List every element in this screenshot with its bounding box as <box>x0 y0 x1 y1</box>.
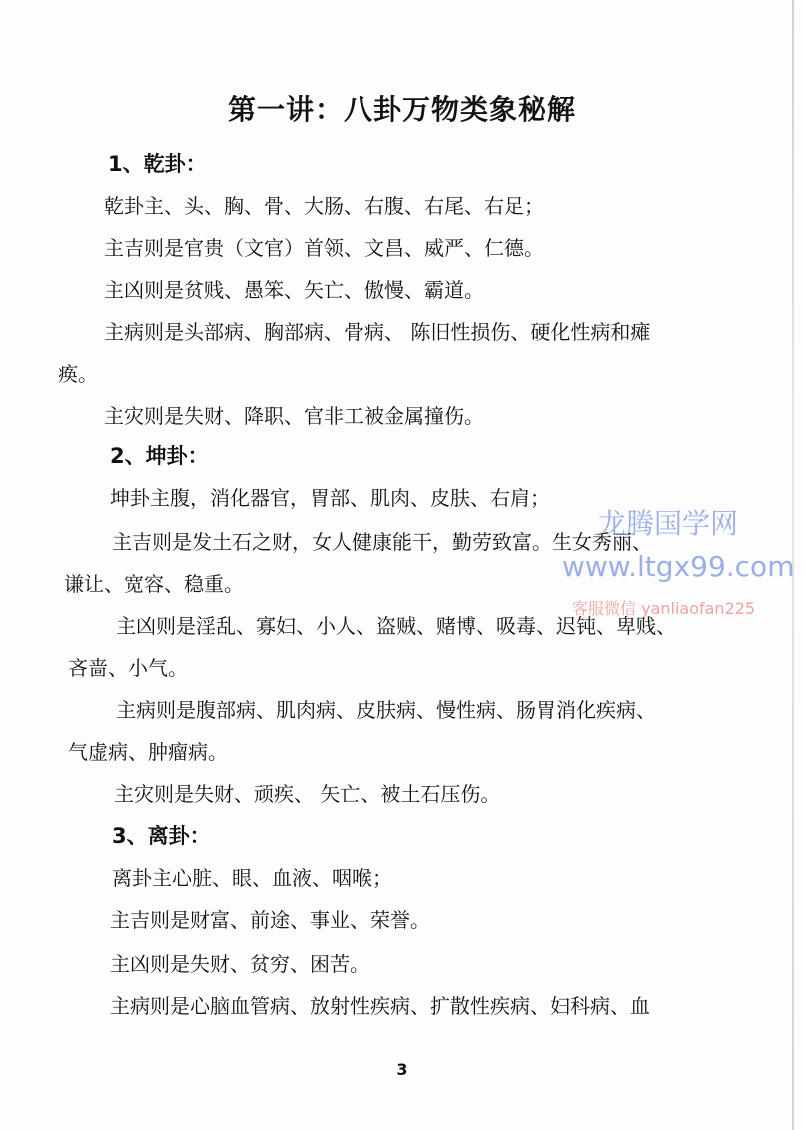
paragraph-line: 坤卦主腹，消化器官，胃部、肌肉、皮肤、右肩； <box>110 486 550 510</box>
watermark-contact: 客服微信 yanliaofan225 <box>572 599 756 618</box>
paragraph-line: 吝啬、小气。 <box>68 656 188 680</box>
paragraph-line: 主吉则是财富、前途、事业、荣誉。 <box>110 908 430 932</box>
paragraph-line: 主吉则是发土石之财，女人健康能干，勤劳致富。生女秀丽、 <box>112 530 652 554</box>
paragraph-line: 离卦主心脏、眼、血液、咽喉； <box>112 866 392 890</box>
watermark-site-name: 龙腾国学网 <box>598 507 739 540</box>
paragraph-line: 谦让、宽容、稳重。 <box>64 572 244 596</box>
watermark-url: www.ltgx99.com <box>562 550 795 583</box>
page-number: 3 <box>396 1060 408 1079</box>
section-heading-li: 3、离卦： <box>112 824 211 848</box>
paragraph-line: 主灾则是失财、顽疾、 矢亡、被土石压伤。 <box>114 782 501 806</box>
page-title: 第一讲：八卦万物类象秘解 <box>227 93 576 126</box>
section-heading-kun: 2、坤卦： <box>110 444 209 468</box>
paragraph-line: 主凶则是淫乱、寡妇、小人、盗贼、赌博、吸毒、迟钝、卑贱、 <box>116 614 676 638</box>
section-heading-qian: 1、乾卦： <box>108 152 207 176</box>
paragraph-line: 主病则是心脑血管病、放射性疾病、扩散性疾病、妇科病、血 <box>110 994 650 1018</box>
paragraph-line: 主凶则是贫贱、愚笨、矢亡、傲慢、霸道。 <box>104 278 484 302</box>
paragraph-line: 主灾则是失财、降职、官非工被金属撞伤。 <box>104 404 484 428</box>
paragraph-line: 主凶则是失财、贫穷、困苦。 <box>110 952 370 976</box>
paragraph-line: 痪。 <box>58 362 98 386</box>
paragraph-line: 主病则是腹部病、肌肉病、皮肤病、慢性病、肠胃消化疾病、 <box>116 698 656 722</box>
paragraph-line: 主吉则是官贵（文官）首领、文昌、威严、仁德。 <box>104 236 544 260</box>
paragraph-line: 气虚病、肿瘤病。 <box>68 740 228 764</box>
paragraph-line: 乾卦主、头、胸、骨、大肠、右腹、右尾、右足； <box>104 194 544 218</box>
paragraph-line: 主病则是头部病、胸部病、骨病、 陈旧性损伤、硬化性病和瘫 <box>104 320 651 344</box>
